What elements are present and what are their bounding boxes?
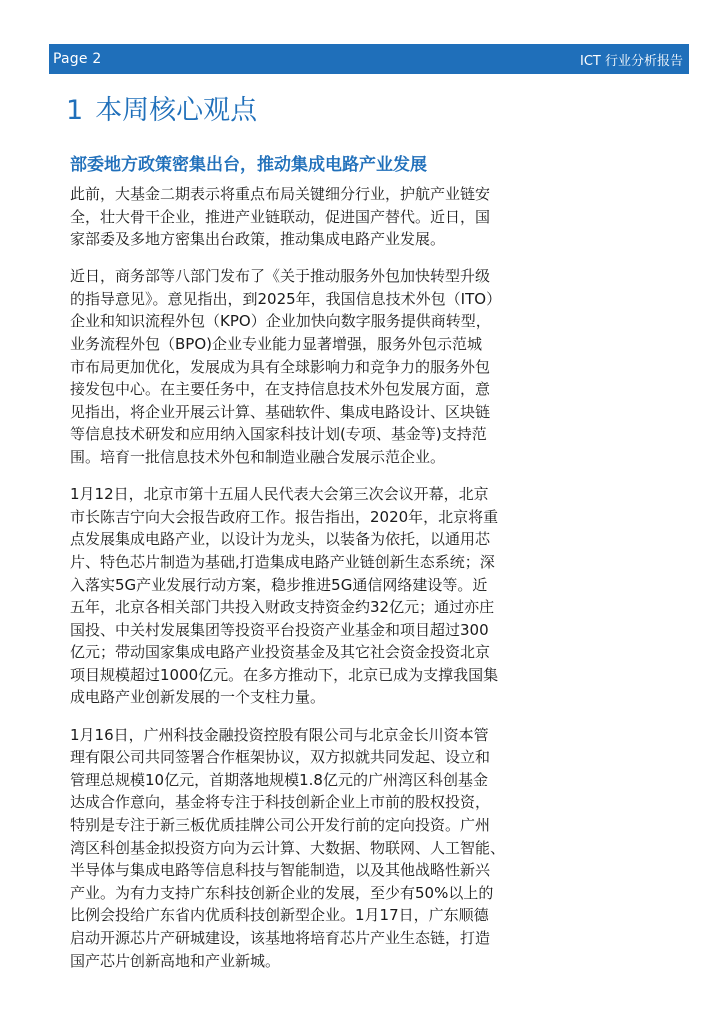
text-line: 此前，大基金二期表示将重点布局关键细分行业，护航产业链安 xyxy=(70,185,491,203)
text-line: 业务流程外包（BPO)企业专业能力显著增强，服务外包示范城 xyxy=(70,335,482,354)
page-number-label: Page 2 xyxy=(53,51,102,67)
text-line: 达成合作意向，基金将专注于科技创新企业上市前的股权投资， xyxy=(70,793,491,812)
text-line: 项目规模超过1000亿元。在多方推动下，北京已成为支撑我国集 xyxy=(70,665,499,684)
paragraph-1 xyxy=(70,183,495,251)
section-title: 本周核心观点 xyxy=(95,95,258,126)
text-line: 成电路产业创新发展的一个支柱力量。 xyxy=(70,688,326,707)
section-number: 1 xyxy=(66,95,84,126)
text-line: 全，壮大骨干企业，推进产业链联动，促进国产替代。近日，国 xyxy=(70,207,491,226)
paragraph-3 xyxy=(70,483,499,709)
text-line: 比例会投给广东省内优质科技创新型企业。1月17日，广东顺德 xyxy=(70,906,489,925)
body-text xyxy=(70,183,506,987)
text-line: 接发包中心。在主要任务中，在支持信息技术外包发展方面，意 xyxy=(70,380,491,399)
text-line: 市长陈吉宁向大会报告政府工作。报告指出，2020年，北京将重 xyxy=(70,507,499,526)
text-line: 国产芯片创新高地和产业新城。 xyxy=(70,951,281,970)
text-line: 理有限公司共同签署合作框架协议，双方拟就共同发起、设立和 xyxy=(70,748,491,767)
page-header-bar xyxy=(49,44,689,74)
text-line: 入落实5G产业发展行动方案，稳步推进5G通信网络建设等。近 xyxy=(70,575,488,594)
text-line: 湾区科创基金拟投资方向为云计算、大数据、物联网、人工智能、 xyxy=(70,838,506,857)
text-line: 见指出，将企业开展云计算、基础软件、集成电路设计、区块链 xyxy=(70,402,491,421)
text-line: 半导体与集成电路等信息科技与智能制造，以及其他战略性新兴 xyxy=(70,861,491,880)
paragraph-4 xyxy=(70,724,506,973)
text-line: 特别是专注于新三板优质挂牌公司公开发行前的定向投资。广州 xyxy=(70,815,491,834)
text-line: 的指导意见》。意见指出，到2025年，我国信息技术外包（ITO） xyxy=(70,289,502,308)
text-line: 点发展集成电路产业，以设计为龙头，以装备为依托，以通用芯 xyxy=(70,530,491,549)
text-line: 国投、中关村发展集团等投资平台投资产业基金和项目超过300 xyxy=(70,620,489,639)
text-line: 近日，商务部等八部门发布了《关于推动服务外包加快转型升级 xyxy=(70,267,491,286)
text-line: 亿元；带动国家集成电路产业投资基金及其它社会资金投资北京 xyxy=(70,643,491,662)
text-line: 启动开源芯片产研城建设，该基地将培育芯片产业生态链，打造 xyxy=(70,928,491,947)
report-title: ICT 行业分析报告 xyxy=(580,53,683,69)
text-line: 家部委及多地方密集出台政策，推动集成电路产业发展。 xyxy=(70,230,446,249)
text-line: 片、特色芯片制造为基础,打造集成电路产业链创新生态系统；深 xyxy=(70,552,495,571)
text-line: 等信息技术研发和应用纳入国家科技计划(专项、基金等)支持范 xyxy=(70,425,487,444)
section-heading xyxy=(66,88,257,127)
paragraph-2 xyxy=(70,265,502,468)
text-line: 五年，北京各相关部门共投入财政支持资金约32亿元；通过亦庄 xyxy=(70,598,495,617)
text-line: 市布局更加优化，发展成为具有全球影响力和竞争力的服务外包 xyxy=(70,357,491,376)
text-line: 产业。为有力支持广东科技创新企业的发展，至少有50%以上的 xyxy=(70,883,494,902)
text-line: 1月16日，广州科技金融投资控股有限公司与北京金长川资本管 xyxy=(70,725,489,744)
text-line: 围。培育一批信息技术外包和制造业融合发展示范企业。 xyxy=(70,448,446,467)
text-line: 1月12日，北京市第十五届人民代表大会第三次会议开幕，北京 xyxy=(70,485,489,504)
text-line: 管理总规模10亿元，首期落地规模1.8亿元的广州湾区科创基金 xyxy=(70,770,488,789)
subsection-heading: 部委地方政策密集出台，推动集成电路产业发展 xyxy=(70,155,427,175)
text-line: 企业和知识流程外包（KPO）企业加快向数字服务提供商转型， xyxy=(70,312,491,331)
